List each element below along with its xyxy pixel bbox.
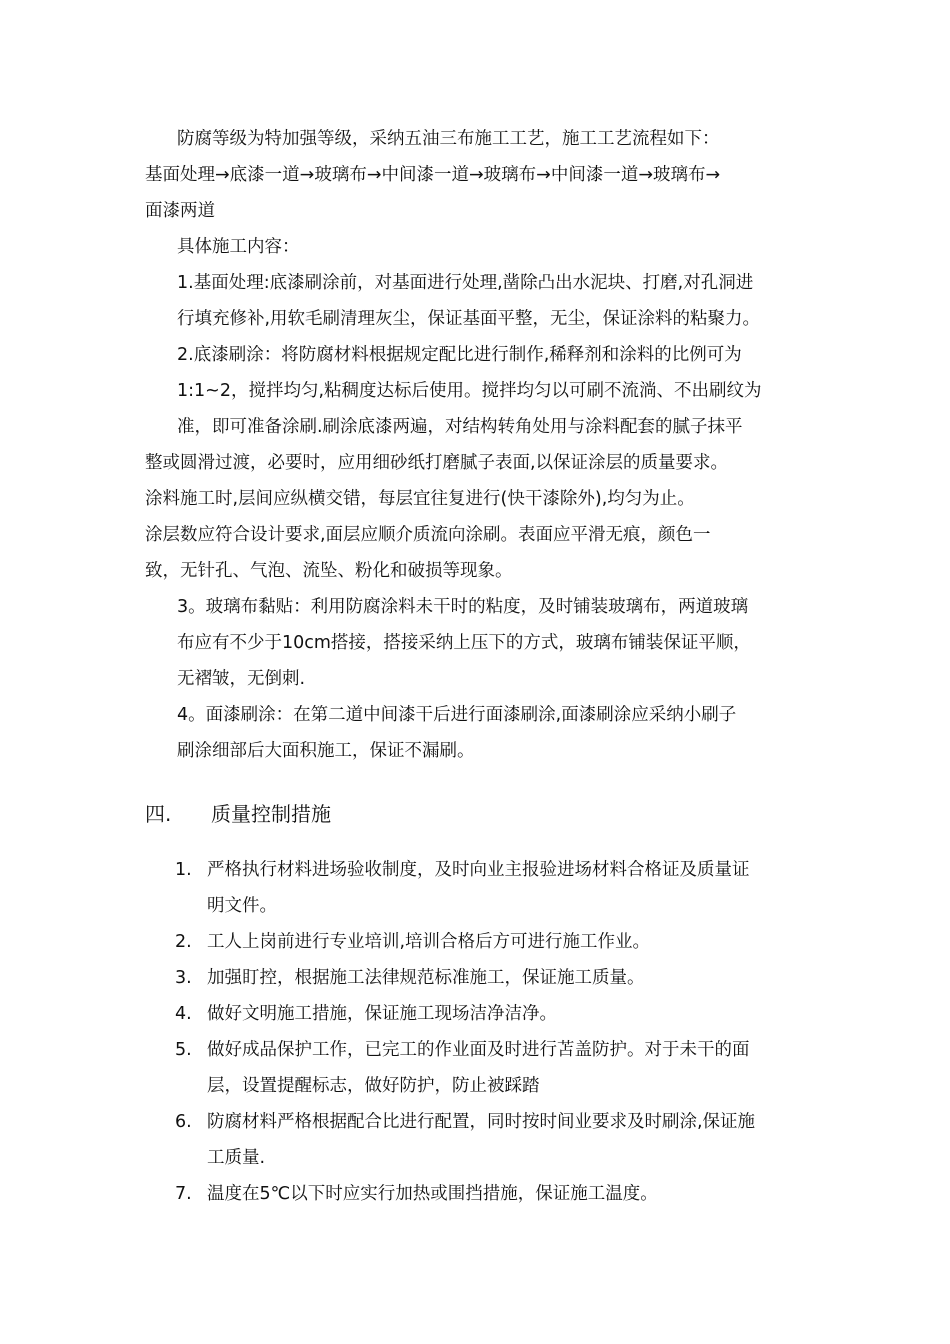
paragraph-line: 4。面漆刷涂：在第二道中间漆干后进行面漆刷涂,面漆刷涂应采纳小刷子: [177, 705, 737, 725]
list-item-text: 做好成品保护工作，已完工的作业面及时进行苫盖防护。对于未干的面: [207, 1040, 750, 1060]
construction-process-text: [145, 121, 825, 769]
list-item: [175, 960, 835, 996]
list-item-text: 明文件。: [207, 896, 277, 916]
process-flow-line: 基面处理→底漆一道→玻璃布→中间漆一道→玻璃布→中间漆一道→玻璃布→: [145, 165, 721, 185]
list-item-text: 工人上岗前进行专业培训,培训合格后方可进行施工作业。: [207, 932, 651, 952]
list-marker: 6.: [175, 1112, 192, 1132]
step-topcoat: [145, 697, 825, 769]
list-marker: 4.: [175, 1004, 192, 1024]
step-glass-cloth: [145, 589, 825, 697]
list-item-text: 加强盯控，根据施工法律规范标准施工，保证施工质量。: [207, 968, 645, 988]
intro-line: 防腐等级为特加强等级，采纳五油三布施工工艺，施工工艺流程如下：: [177, 129, 720, 149]
list-marker: 2.: [175, 932, 192, 952]
paragraph-line: 3。玻璃布黏贴：利用防腐涂料未干时的粘度，及时铺装玻璃布，两道玻璃: [177, 597, 749, 617]
list-item-text: 工质量.: [207, 1148, 266, 1168]
step-primer-coating: [145, 337, 825, 589]
list-marker: 7.: [175, 1184, 192, 1204]
section-heading: [145, 796, 331, 832]
list-item-text: 做好文明施工措施，保证施工现场洁净洁净。: [207, 1004, 557, 1024]
paragraph-line: 致，无针孔、气泡、流坠、粉化和破损等现象。: [145, 561, 513, 581]
paragraph-line: 行填充修补,用软毛刷清理灰尘，保证基面平整，无尘，保证涂料的粘聚力。: [177, 309, 761, 329]
paragraph-line: 涂层数应符合设计要求,面层应顺介质流向涂刷。表面应平滑无痕，颜色一: [145, 525, 711, 545]
section-title: 质量控制措施: [211, 802, 331, 826]
section-number: 四.: [145, 802, 172, 826]
step-base-treatment: [145, 265, 825, 337]
list-item: [175, 1176, 835, 1212]
paragraph-line: 刷涂细部后大面积施工，保证不漏刷。: [177, 741, 475, 761]
paragraph-line: 整或圆滑过渡，必要时，应用细砂纸打磨腻子表面,以保证涂层的质量要求。: [145, 453, 729, 473]
list-marker: 1.: [175, 860, 192, 880]
list-item-text: 温度在5℃以下时应实行加热或围挡措施，保证施工温度。: [207, 1184, 658, 1204]
list-marker: 5.: [175, 1040, 192, 1060]
detail-heading: 具体施工内容：: [177, 237, 300, 257]
paragraph-line: 准，即可准备涂刷.刷涂底漆两遍，对结构转角处用与涂料配套的腻子抹平: [177, 417, 743, 437]
list-item-text: 防腐材料严格根据配合比进行配置，同时按时间业要求及时刷涂,保证施: [207, 1112, 756, 1132]
list-item-text: 严格执行材料进场验收制度，及时向业主报验进场材料合格证及质量证: [207, 860, 750, 880]
paragraph-line: 2.底漆刷涂：将防腐材料根据规定配比进行制作,稀释剂和涂料的比例可为: [177, 345, 742, 365]
paragraph-line: 涂料施工时,层间应纵横交错，每层宜往复进行(快干漆除外),均匀为止。: [145, 489, 695, 509]
quality-measures-list: [175, 852, 835, 1212]
paragraph-line: 1.基面处理:底漆刷涂前，对基面进行处理,凿除凸出水泥块、打磨,对孔洞进: [177, 273, 754, 293]
list-item: [175, 924, 835, 960]
paragraph-line: 1:1~2，搅拌均匀,粘稠度达标后使用。搅拌均匀以可刷不流淌、不出刷纹为: [177, 381, 762, 401]
list-item: [175, 1104, 835, 1176]
process-flow-line: 面漆两道: [145, 201, 215, 221]
list-item-text: 层，设置提醒标志，做好防护，防止被踩踏: [207, 1076, 540, 1096]
list-item: [175, 1032, 835, 1104]
list-marker: 3.: [175, 968, 192, 988]
list-item: [175, 852, 835, 924]
list-item: [175, 996, 835, 1032]
paragraph-line: 布应有不少于10cm搭接，搭接采纳上压下的方式，玻璃布铺装保证平顺，: [177, 633, 751, 653]
paragraph-line: 无褶皱，无倒刺.: [177, 669, 306, 689]
